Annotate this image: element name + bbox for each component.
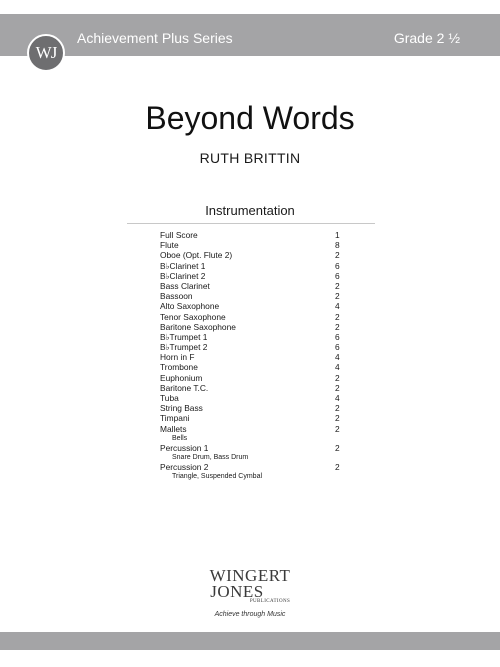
instrument-name: Full Score bbox=[160, 230, 198, 240]
instrument-name: Euphonium bbox=[160, 372, 203, 383]
instrument-name: Baritone Saxophone bbox=[160, 321, 236, 332]
instrument-quantity: 6 bbox=[335, 260, 340, 271]
instrument-quantity: 2 bbox=[335, 250, 340, 261]
instrument-row bbox=[160, 240, 350, 250]
instrument-name: Horn in F bbox=[160, 352, 195, 363]
publisher-logo-sub: PUBLICATIONS bbox=[249, 599, 291, 604]
instrument-quantity: 2 bbox=[335, 280, 340, 291]
instrument-name: Bassoon bbox=[160, 291, 193, 302]
instrument-row bbox=[160, 443, 350, 453]
instrument-name: Oboe (Opt. Flute 2) bbox=[160, 250, 233, 261]
instrument-row bbox=[160, 301, 350, 311]
publisher-logo-line1: WINGERT bbox=[209, 566, 291, 585]
instrument-name: Flute bbox=[160, 240, 179, 251]
wj-logo-badge: WJ bbox=[27, 34, 65, 72]
instrument-note bbox=[160, 434, 350, 443]
instrument-name: B♭Clarinet 2 bbox=[160, 270, 206, 281]
instrument-quantity: 2 bbox=[335, 382, 340, 393]
instrument-quantity: 8 bbox=[335, 240, 340, 251]
instrument-quantity: 2 bbox=[335, 423, 340, 434]
instrument-row bbox=[160, 342, 350, 352]
instrument-row bbox=[160, 413, 350, 423]
instrument-row bbox=[160, 332, 350, 342]
instrument-quantity: 6 bbox=[335, 270, 340, 281]
series-name: Achievement Plus Series bbox=[77, 30, 233, 46]
grade-level: Grade 2 ½ bbox=[393, 30, 460, 46]
instrument-row bbox=[160, 271, 350, 281]
instrument-name: Mallets bbox=[160, 423, 187, 434]
instrument-quantity: 2 bbox=[335, 372, 340, 383]
instrument-row bbox=[160, 312, 350, 322]
instrument-quantity: 2 bbox=[335, 403, 340, 414]
instrument-quantity: 4 bbox=[335, 301, 340, 312]
instrument-row bbox=[160, 462, 350, 472]
instrument-quantity: 4 bbox=[335, 393, 340, 403]
instrument-name: String Bass bbox=[160, 403, 203, 414]
instrument-quantity: 2 bbox=[335, 321, 340, 332]
instrument-note-text: Snare Drum, Bass Drum bbox=[172, 453, 249, 461]
instrument-note bbox=[160, 453, 350, 462]
instrument-name: B♭Clarinet 1 bbox=[160, 260, 206, 271]
instrument-row bbox=[160, 352, 350, 362]
instrument-quantity: 1 bbox=[335, 230, 340, 240]
instrument-note-text: Triangle, Suspended Cymbal bbox=[172, 473, 263, 481]
instrument-row bbox=[160, 383, 350, 393]
instrument-row bbox=[160, 230, 350, 240]
instrument-row bbox=[160, 403, 350, 413]
instrumentation-list bbox=[160, 230, 350, 481]
instrument-row bbox=[160, 424, 350, 434]
instrument-row bbox=[160, 261, 350, 271]
footer-bar bbox=[0, 632, 500, 650]
instrument-row bbox=[160, 322, 350, 332]
publisher-tagline: Achieve through Music bbox=[214, 611, 286, 618]
instrument-name: Percussion 1 bbox=[160, 442, 209, 453]
instrument-quantity: 6 bbox=[335, 342, 340, 353]
instrument-row bbox=[160, 281, 350, 291]
piece-title: Beyond Words bbox=[145, 100, 355, 136]
instrument-name: Trombone bbox=[160, 362, 198, 373]
instrument-quantity: 2 bbox=[335, 311, 340, 322]
instrument-quantity: 2 bbox=[335, 461, 340, 472]
instrument-name: Bass Clarinet bbox=[160, 280, 210, 291]
instrument-note-text: Bells bbox=[172, 434, 188, 442]
instrument-quantity: 6 bbox=[335, 331, 340, 342]
instrument-quantity: 4 bbox=[335, 362, 340, 373]
instrument-row bbox=[160, 362, 350, 372]
instrument-name: Baritone T.C. bbox=[160, 382, 209, 393]
instrument-name: Alto Saxophone bbox=[160, 301, 220, 312]
instrument-quantity: 4 bbox=[335, 352, 340, 363]
instrument-quantity: 2 bbox=[335, 442, 340, 453]
instrument-name: Timpani bbox=[160, 413, 190, 424]
instrument-note bbox=[160, 472, 350, 481]
publisher-logo bbox=[0, 568, 500, 604]
instrument-name: Tuba bbox=[160, 393, 179, 403]
instrument-name: Tenor Saxophone bbox=[160, 311, 226, 322]
instrument-name: B♭Trumpet 1 bbox=[160, 331, 208, 342]
heading-divider bbox=[127, 223, 375, 224]
instrument-row bbox=[160, 393, 350, 403]
instrumentation-heading: Instrumentation bbox=[205, 203, 295, 218]
instrument-row bbox=[160, 250, 350, 260]
instrument-name: B♭Trumpet 2 bbox=[160, 342, 208, 353]
instrument-row bbox=[160, 373, 350, 383]
instrument-quantity: 2 bbox=[335, 413, 340, 424]
instrument-name: Percussion 2 bbox=[160, 461, 209, 472]
publisher-logo-line2: JONES bbox=[210, 582, 264, 601]
instrument-quantity: 2 bbox=[335, 291, 340, 302]
composer-name: RUTH BRITTIN bbox=[199, 150, 301, 166]
instrument-row bbox=[160, 291, 350, 301]
